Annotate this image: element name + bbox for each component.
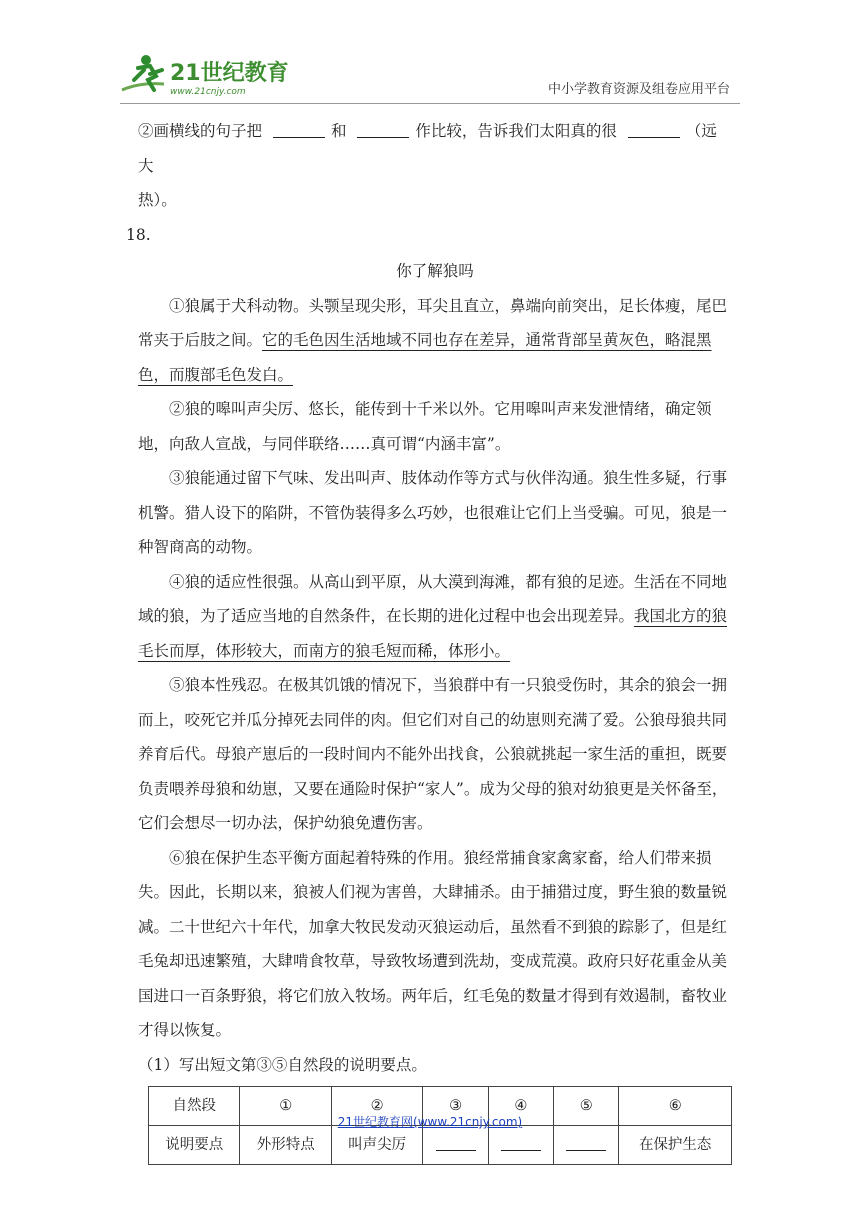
table-cell: ⑥ (619, 1087, 732, 1126)
paragraph-1: ①狼属于犬科动物。头颚呈现尖形，耳尖且直立，鼻端向前突出，足长体瘦，尾巴常夹于后肢之间。它的毛色因生活地域不同也存在差异，通常背部呈黄灰色，略混黑色，而腹部毛色发白。 (138, 296, 728, 384)
page-header (0, 0, 860, 110)
sub-question-1: （1）写出短文第③⑤自然段的说明要点。 (138, 1055, 427, 1074)
answer-blank[interactable] (628, 121, 680, 138)
answer-blank[interactable] (566, 1134, 606, 1151)
svg-text:www.21cnjy.com: www.21cnjy.com (170, 87, 246, 97)
table-cell (423, 1126, 488, 1165)
q17-item2-cont: 热）。 (138, 191, 177, 209)
table-cell (554, 1126, 619, 1165)
table-cell: 叫声尖厉 (331, 1126, 422, 1165)
underlined-sentence: 我国北方的狼毛长而厚，体形较大，而南方的狼毛短而稀，体形小。 (138, 607, 728, 660)
footer-link[interactable]: 21世纪教育网(www.21cnjy.com) (337, 1115, 523, 1129)
table-cell: 说明要点 (149, 1126, 240, 1165)
table-cell: ⑤ (554, 1087, 619, 1126)
answer-blank[interactable] (273, 121, 325, 138)
table-cell: 在保护生态 (619, 1126, 732, 1165)
paragraph-6: ⑥狼在保护生态平衡方面起着特殊的作用。狼经常捕食家禽家畜，给人们带来损失。因此，长期以来，狼被人们视为害兽，大肆捕杀。由于捕猎过度，野生狼的数量锐减。二十世纪六十年代，加拿大牧民发动灭狼运动后，虽然看不到狼的踪影了，但是红毛兔却迅速繁殖，大肆啃食牧草，导致牧场遭到洗劫，变成荒漠。政府只好花重金从美国进口一百条野狼，将它们放入牧场。两年后，红毛兔的数量才得到有效遏制，畜牧业才得以恢复。 (138, 848, 728, 1039)
table-row (149, 1126, 732, 1165)
question-number: 18. (126, 225, 151, 244)
site-logo (120, 52, 290, 98)
q17-item2: ②画横线的句子把 和 作比较，告诉我们太阳真的很 （远 大 (138, 122, 748, 175)
underlined-sentence: 它的毛色因生活地域不同也存在差异，通常背部呈黄灰色，略混黑色，而腹部毛色发白。 (138, 331, 712, 384)
paragraph-4: ④狼的适应性很强。从高山到平原，从大漠到海滩，都有狼的足迹。生活在不同地域的狼，为了适应当地的自然条件，在长期的进化过程中也会出现差异。我国北方的狼毛长而厚，体形较大，而南方的狼毛短而稀，体形小。 (138, 572, 728, 660)
paragraph-2: ②狼的嗥叫声尖厉、悠长，能传到十千米以外。它用嗥叫声来发泄情绪，确定领地，向敌人宣战，与同伴联络……真可谓“内涵丰富”。 (138, 400, 712, 453)
paragraph-5: ⑤狼本性残忍。在极其饥饿的情况下，当狼群中有一只狼受伤时，其余的狼会一拥而上，咬死它并瓜分掉死去同伴的肉。但它们对自己的幼崽则充满了爱。公狼母狼共同养育后代。母狼产崽后的一段时间内不能外出找食，公狼就挑起一家生活的重担，既要负责喂养母狼和幼崽，又要在通险时保护“家人”。成为父母的狼对幼狼更是关怀备至，它们会想尽一切办法，保护幼狼免遭伤害。 (138, 676, 728, 832)
answer-blank[interactable] (436, 1134, 476, 1151)
table-cell (488, 1126, 553, 1165)
platform-label: 中小学教育资源及组卷应用平台 (547, 82, 730, 97)
table-cell: ② (331, 1087, 422, 1126)
table-cell: 自然段 (149, 1087, 240, 1126)
header-divider (120, 103, 740, 104)
page-footer (0, 1113, 860, 1130)
answer-blank[interactable] (357, 121, 409, 138)
table-cell: 外形特点 (240, 1126, 331, 1165)
table-cell: ④ (488, 1087, 553, 1126)
answer-blank[interactable] (501, 1134, 541, 1151)
table-cell: ① (240, 1087, 331, 1126)
passage-title: 你了解狼吗 (396, 262, 474, 280)
document-body (126, 114, 748, 1165)
table-cell: ③ (423, 1087, 488, 1126)
svg-text:21世纪教育: 21世纪教育 (170, 61, 289, 86)
paragraph-3: ③狼能通过留下气味、发出叫声、肢体动作等方式与伙伴沟通。狼生性多疑，行事机警。猎人设下的陷阱，不管伪装得多么巧妙，也很难让它们上当受骗。可见，狼是一种智商高的动物。 (138, 469, 728, 556)
